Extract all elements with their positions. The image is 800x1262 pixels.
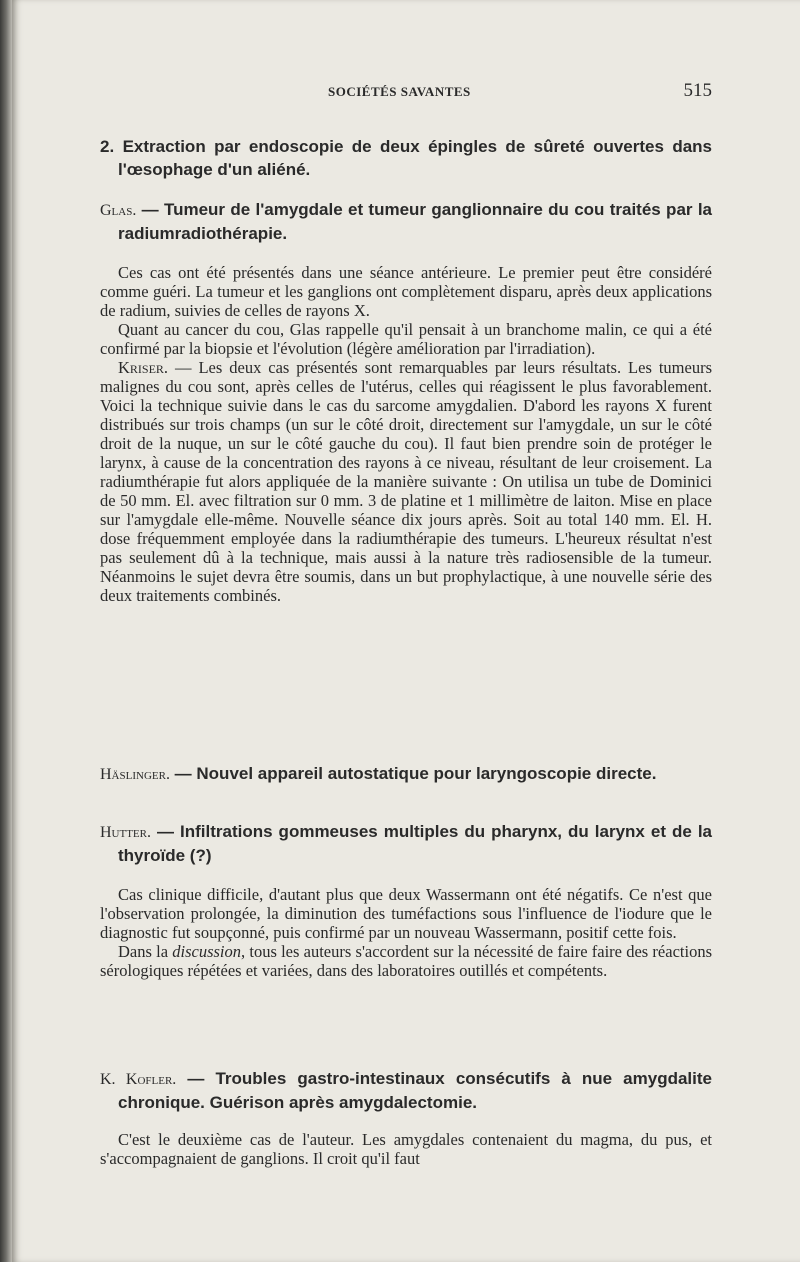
entry-extraction	[100, 135, 712, 181]
running-head	[100, 80, 712, 104]
author-name: Häslinger.	[100, 766, 170, 783]
entry-heading	[100, 762, 712, 786]
entry-heading	[100, 820, 712, 867]
entry-haslinger	[100, 762, 712, 786]
paragraph: Ces cas ont été présentés dans une séance antérieure. Le premier peut être considéré comme guéri. La tumeur et les ganglions ont complètement disparu, après deux applications de radium, suivies de celles de rayons X.	[100, 263, 712, 320]
running-head-title: SOCIÉTÉS SAVANTES	[328, 84, 471, 99]
entry-heading	[100, 198, 712, 245]
entry-heading	[100, 1067, 712, 1114]
paragraph: C'est le deuxième cas de l'auteur. Les amygdales contenaient du magma, du pus, et s'accompagnaient de ganglions. Il croit qu'il faut	[100, 1130, 712, 1168]
author-name: Glas.	[100, 202, 137, 219]
scanned-page	[12, 0, 800, 1262]
paragraph: Dans la discussion, tous les auteurs s'accordent sur la nécessité de faire faire des réactions sérologiques répétées et variées, dans des laboratoires outillés et compétents.	[100, 942, 712, 980]
paragraph	[100, 358, 712, 605]
page-number: 515	[683, 80, 712, 101]
entry-title: — Infiltrations gommeuses multiples du pharynx, du larynx et de la thyroïde (?)	[118, 822, 712, 865]
paragraph: Cas clinique difficile, d'autant plus que deux Wassermann ont été négatifs. Ce n'est que l'observation prolongée, la diminution des tuméfactions sous l'influence de l'iodure que le diagnostic fut soupçonné, puis confirmé par un nouveau Wassermann, positif cette fois.	[100, 885, 712, 942]
entry-title: — Tumeur de l'amygdale et tumeur ganglionnaire du cou traités par la radiumradiothérapie.	[118, 200, 712, 243]
entry-kofler	[100, 1067, 712, 1168]
entry-title: — Troubles gastro-intestinaux consécutifs à nue amygdalite chronique. Guérison après amygdalectomie.	[118, 1069, 712, 1112]
entry-glas	[100, 198, 712, 605]
entry-title: — Nouvel appareil autostatique pour laryngoscopie directe.	[169, 764, 657, 783]
emphasis: discussion	[172, 942, 242, 961]
entry-title: 2. Extraction par endoscopie de deux épingles de sûreté ouvertes dans l'œsophage d'un aliéné.	[100, 137, 712, 179]
author-name: Hutter.	[100, 824, 151, 841]
author-name: Kriser.	[118, 358, 169, 377]
entry-hutter	[100, 820, 712, 980]
paragraph: Quant au cancer du cou, Glas rappelle qu'il pensait à un branchome malin, ce qui a été confirmé par la biopsie et l'évolution (légère amélioration par l'irradiation).	[100, 320, 712, 358]
author-name: K. Kofler.	[100, 1071, 177, 1088]
paragraph-text: — Les deux cas présentés sont remarquables par leurs résultats. Les tumeurs malignes du cou sont, après celles de l'utérus, celles qui réagissent le plus favorablement. Voici la technique suivie dans le cas du sarcome amygdalien. D'abord les rayons X furent distribués sur trois champs (un sur le côté droit, directement sur l'amygdale, un sur le côté droit de la nuque, un sur le côté gauche du cou). Il faut bien prendre soin de protéger le larynx, à cause de la concentration des rayons à ce niveau, résultant de leur croisement. La radiumthérapie fut alors appliquée de la manière suivante : On utilisa un tube de Dominici de 50 mm. El. avec filtration sur 0 mm. 3 de platine et 1 millimètre de laiton. Mise en place sur l'amygdale elle-même. Nouvelle séance dix jours après. Soit au total 140 mm. El. H. dose fréquemment employée dans la radiumthérapie des tumeurs. L'heureux résultat n'est pas seulement dû à la technique, mais aussi à la nature très radiosensible de la tumeur. Néanmoins le sujet devra être soumis, dans un but prophylactique, à une nouvelle série des deux traitements combinés.	[100, 358, 712, 605]
